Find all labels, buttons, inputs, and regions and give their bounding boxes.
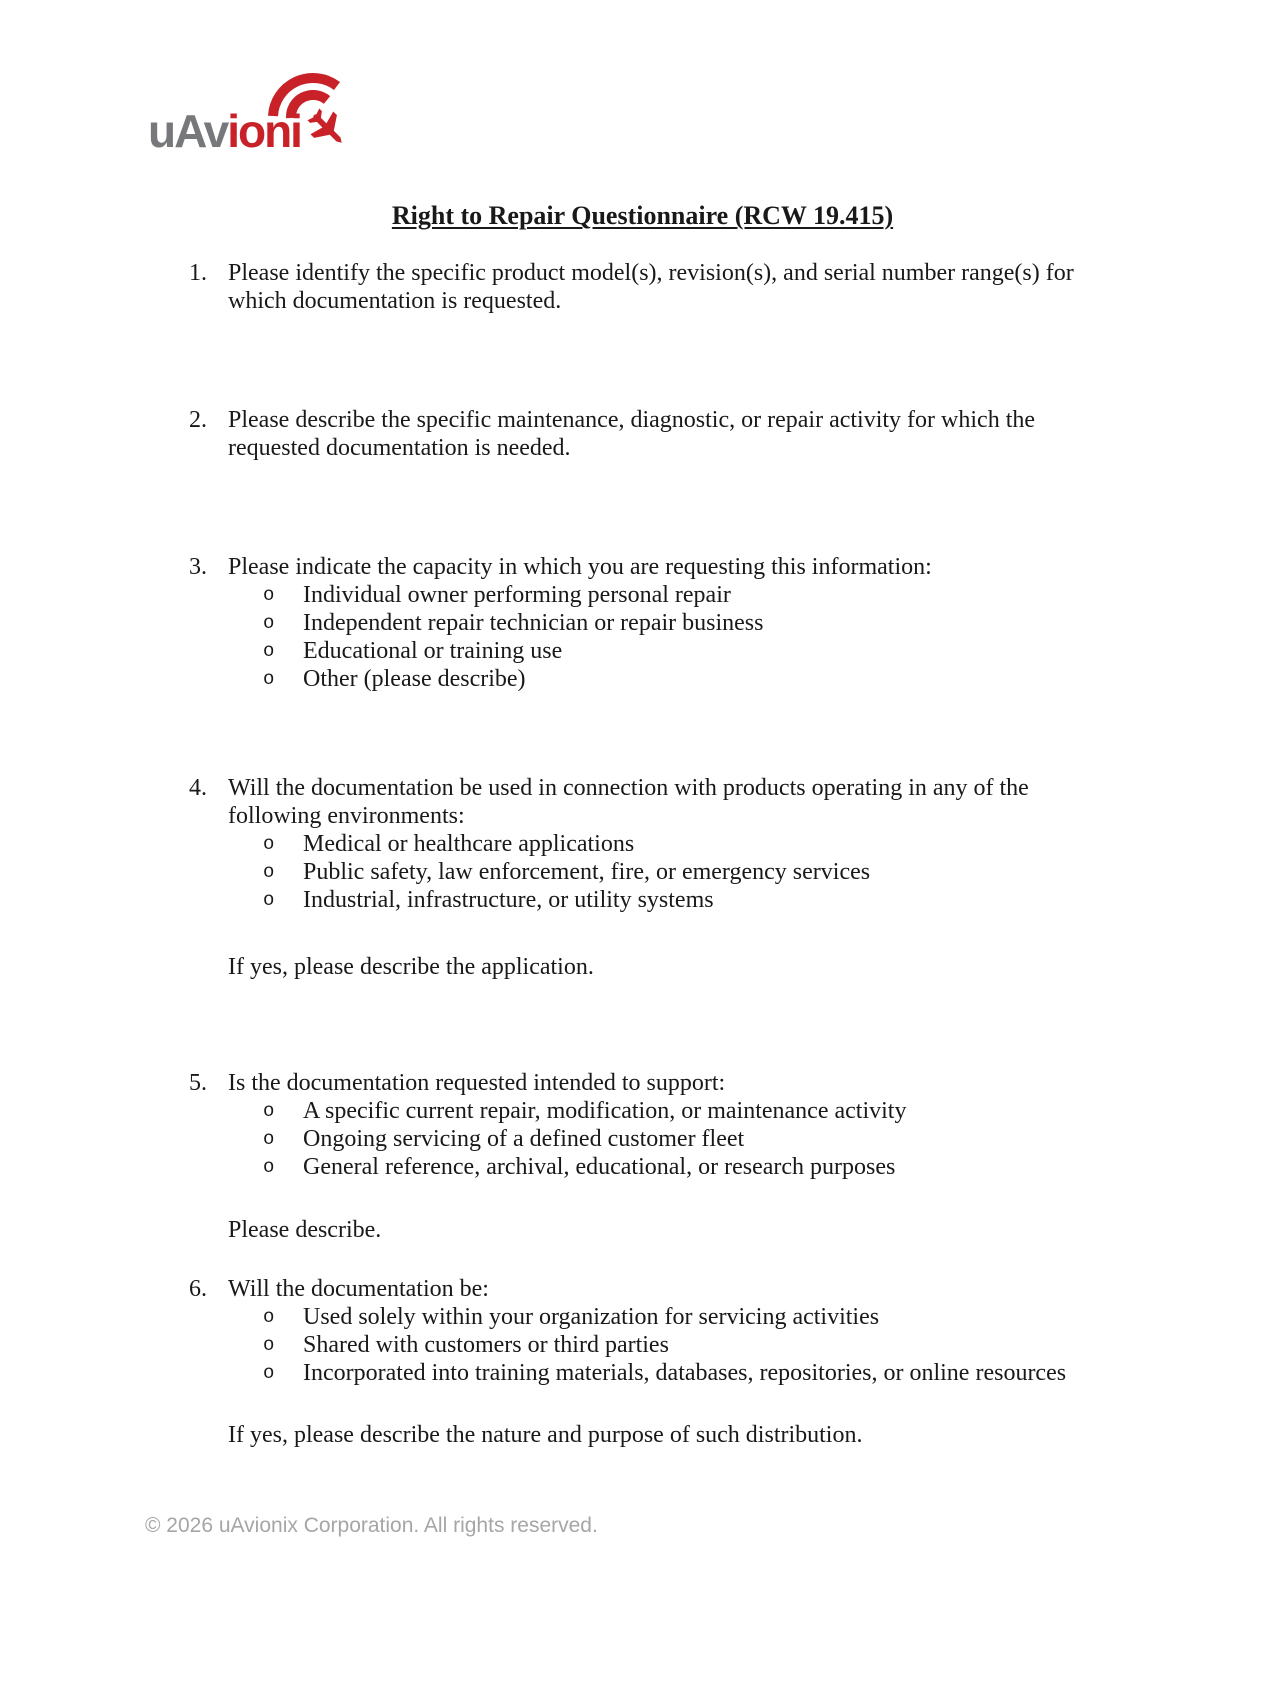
question-item-5	[140, 1069, 1145, 1181]
question-number: 2.	[189, 407, 207, 433]
option-item	[228, 1359, 1066, 1387]
circle-bullet: o	[263, 1306, 275, 1328]
circle-bullet: o	[263, 889, 275, 911]
option-item	[228, 830, 1029, 858]
option-label: Ongoing servicing of a defined customer fleet	[303, 1126, 745, 1152]
circle-bullet: o	[263, 668, 275, 690]
question-text	[228, 553, 932, 693]
question-text	[228, 774, 1029, 914]
question-line: which documentation is requested.	[228, 288, 562, 314]
option-label: Industrial, infrastructure, or utility systems	[303, 887, 714, 913]
option-label: General reference, archival, educational, or research purposes	[303, 1154, 896, 1180]
option-label: Educational or training use	[303, 638, 563, 664]
question-number: 1.	[189, 260, 207, 286]
note-text: If yes, please describe the nature and purpose of such distribution.	[228, 1422, 863, 1448]
option-item	[228, 637, 932, 665]
question-line: Please indicate the capacity in which you are requesting this information:	[228, 554, 932, 580]
circle-bullet: o	[263, 1334, 275, 1356]
circle-bullet: o	[263, 833, 275, 855]
option-label: Public safety, law enforcement, fire, or emergency services	[303, 859, 871, 885]
option-item	[228, 886, 1029, 914]
option-label: Shared with customers or third parties	[303, 1332, 669, 1358]
page-title: Right to Repair Questionnaire (RCW 19.415)	[391, 201, 894, 230]
option-item	[228, 581, 932, 609]
option-item	[228, 1153, 906, 1181]
question-number: 5.	[189, 1070, 207, 1096]
option-label: Individual owner performing personal repair	[303, 582, 731, 608]
option-item	[228, 858, 1029, 886]
option-label: Independent repair technician or repair business	[303, 610, 764, 636]
note-text: If yes, please describe the application.	[228, 954, 594, 980]
question-number: 3.	[189, 554, 207, 580]
copyright-footer: © 2026 uAvionix Corporation. All rights reserved.	[145, 1514, 598, 1537]
logo-text-gray: uAv	[148, 105, 228, 157]
question-item-4	[140, 774, 1145, 914]
circle-bullet: o	[263, 1362, 275, 1384]
option-item	[228, 665, 932, 693]
question-number: 4.	[189, 775, 207, 801]
circle-bullet: o	[263, 861, 275, 883]
question-line: Will the documentation be:	[228, 1276, 489, 1302]
question-line: Please describe the specific maintenance, diagnostic, or repair activity for which the	[228, 407, 1036, 433]
question-number: 6.	[189, 1276, 207, 1302]
question-line: requested documentation is needed.	[228, 435, 571, 461]
question-item-2	[140, 406, 1145, 462]
question-item-6	[140, 1275, 1145, 1387]
option-item	[228, 1097, 906, 1125]
question-item-3	[140, 553, 1145, 693]
document-page	[0, 56, 1275, 1706]
note-text: Please describe.	[228, 1217, 382, 1243]
option-item	[228, 1331, 1066, 1359]
question-line: Is the documentation requested intended to support:	[228, 1070, 726, 1096]
question-text	[228, 259, 1074, 315]
question-text	[228, 1069, 906, 1181]
question-line: Will the documentation be used in connection with products operating in any of the	[228, 775, 1029, 801]
airplane-signal-icon	[265, 64, 357, 156]
option-label: Other (please describe)	[303, 666, 526, 692]
circle-bullet: o	[263, 584, 275, 606]
question-line: Please identify the specific product model(s), revision(s), and serial number range(s) for	[228, 260, 1074, 286]
question-line: following environments:	[228, 803, 465, 829]
option-label: Medical or healthcare applications	[303, 831, 635, 857]
circle-bullet: o	[263, 1100, 275, 1122]
option-label: A specific current repair, modification, or maintenance activity	[303, 1098, 907, 1124]
logo-text-red: ioni	[227, 105, 301, 157]
uavionix-logo	[140, 56, 380, 157]
circle-bullet: o	[263, 1128, 275, 1150]
option-item	[228, 1125, 906, 1153]
option-item	[228, 609, 932, 637]
circle-bullet: o	[263, 612, 275, 634]
circle-bullet: o	[263, 1156, 275, 1178]
question-item-1	[140, 259, 1145, 315]
option-label: Incorporated into training materials, databases, repositories, or online resources	[303, 1360, 1067, 1386]
signal-arc-inner	[291, 95, 327, 118]
circle-bullet: o	[263, 640, 275, 662]
option-item	[228, 1303, 1066, 1331]
question-text	[228, 406, 1035, 462]
question-text	[228, 1275, 1066, 1387]
option-label: Used solely within your organization for servicing activities	[303, 1304, 880, 1330]
airplane-glyph	[302, 103, 353, 154]
